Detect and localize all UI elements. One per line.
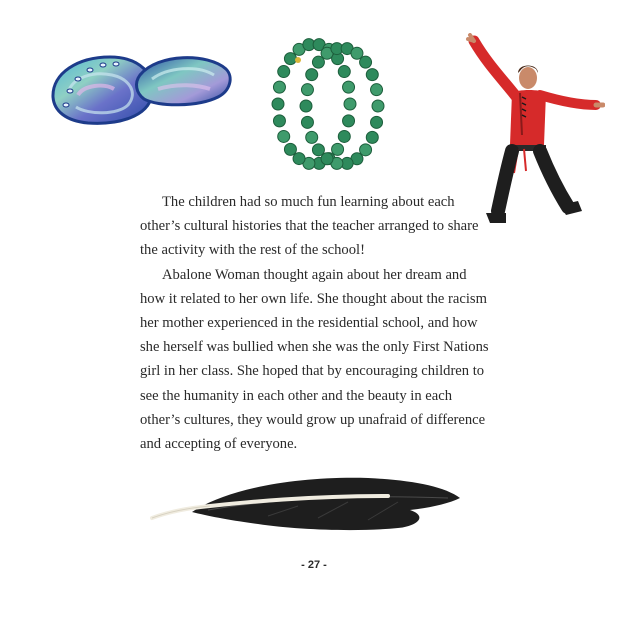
- bead: [300, 100, 312, 112]
- bead: [284, 143, 296, 155]
- bead: [338, 130, 350, 142]
- necklace-clasp: [295, 57, 301, 63]
- bead: [371, 116, 383, 128]
- bead: [306, 69, 318, 81]
- bead: [278, 130, 290, 142]
- bead: [301, 84, 313, 96]
- paragraph-1: The children had so much fun learning about each other’s cultural histories that the teacher arranged to share the activity with the rest of the school!: [140, 194, 479, 259]
- bead: [284, 53, 296, 65]
- bead: [343, 115, 355, 127]
- bead: [338, 66, 350, 78]
- bead: [366, 69, 378, 81]
- bead: [372, 100, 384, 112]
- bead: [273, 115, 285, 127]
- bead: [293, 153, 305, 165]
- bead-necklace-illustration: [268, 36, 388, 171]
- bead: [371, 84, 383, 96]
- bead: [278, 66, 290, 78]
- bead: [332, 143, 344, 155]
- feather-illustration: [148, 472, 463, 534]
- abalone-shell-illustration: [48, 45, 233, 130]
- bead: [312, 144, 324, 156]
- bead: [306, 131, 318, 143]
- paragraph-2: Abalone Woman thought again about her dream and how it related to her own life. She thought about the racism her mother experienced in the residential school, and how she herself was bullied when she was the only First Nations girl in her class. She hoped that by encouraging children to see the humanity in each other and the beauty in each other’s cultures, they would grow up unafraid of difference and accepting of everyone.: [140, 266, 489, 453]
- bead: [272, 98, 284, 110]
- bead: [360, 56, 372, 68]
- bead: [343, 81, 355, 93]
- bead: [344, 98, 356, 110]
- bead: [301, 116, 313, 128]
- page-number: - 27 -: [301, 559, 327, 571]
- page-body-text: [140, 190, 490, 456]
- bead: [273, 81, 285, 93]
- bead: [366, 131, 378, 143]
